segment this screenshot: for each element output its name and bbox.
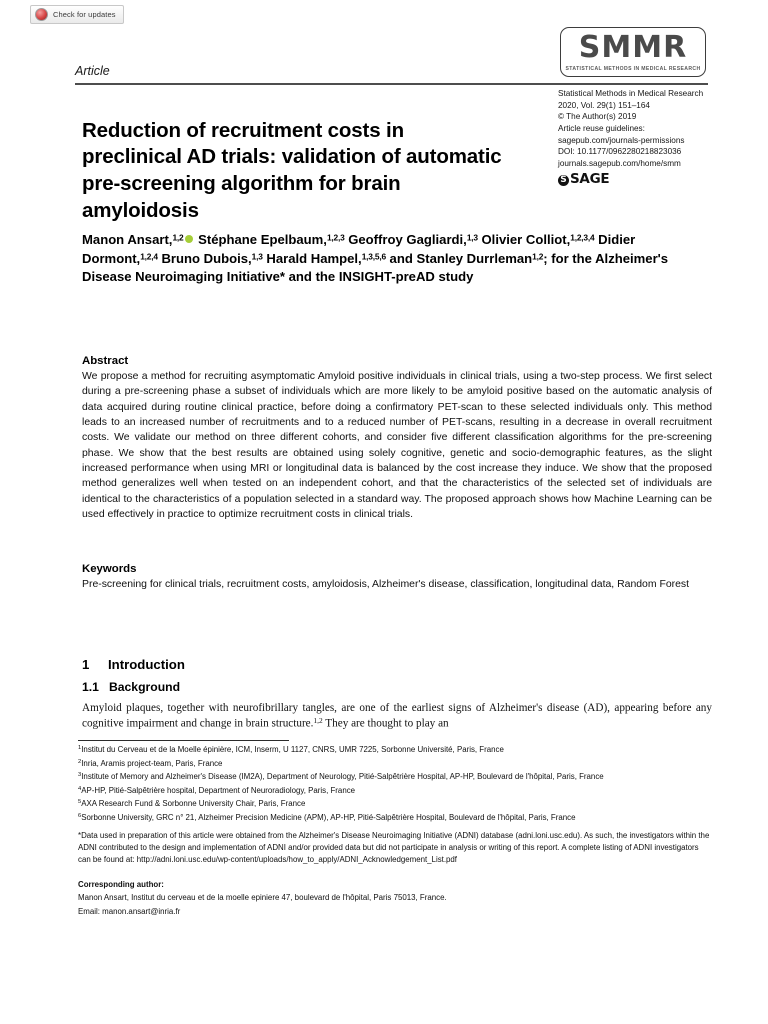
introduction-section xyxy=(82,657,712,743)
section-number: 1 xyxy=(82,657,90,672)
crossmark-icon xyxy=(35,8,48,21)
affiliation-item xyxy=(78,758,712,770)
affiliation-item xyxy=(78,812,712,824)
footnotes-section xyxy=(78,744,712,919)
author-name: Bruno Dubois, xyxy=(161,250,252,266)
introduction-body xyxy=(82,701,712,732)
affiliation-item xyxy=(78,785,712,797)
author-list xyxy=(82,231,682,287)
affiliation-item xyxy=(78,771,712,783)
sage-publisher-logo xyxy=(558,173,733,187)
affiliation-marker: 2 xyxy=(78,758,82,765)
abstract-heading: Abstract xyxy=(82,355,129,367)
affiliation-text: AP-HP, Pitié-Salpêtrière hospital, Department of Neuroradiology, Paris, France xyxy=(81,785,356,795)
keywords-body: Pre-screening for clinical trials, recruitment costs, amyloidosis, Alzheimer's disease, classification, longitudinal data, Random Forest xyxy=(82,579,690,590)
author-affiliation-marker: 1,2 xyxy=(532,251,544,262)
subsection-number: 1.1 xyxy=(82,680,99,694)
journal-permissions-link[interactable]: sagepub.com/journals-permissions xyxy=(558,135,685,145)
author-affiliation-marker: 1,2 xyxy=(172,232,184,243)
journal-metadata xyxy=(558,88,733,187)
article-type-label: Article xyxy=(75,64,110,78)
author-name: Olivier Colliot, xyxy=(481,232,571,247)
adni-acknowledgement-note: *Data used in preparation of this article were obtained from the Alzheimer's Disease Neuroimaging Initiative (ADNI) database (adni.loni.usc.edu). As such, the investigators within the ADNI contributed to the design and implementation of ADNI and/or provided data but did not participate in analysis or writing of this report. A complete listing of ADNI investigators can be found at: http://adni.loni.usc.edu/wp-content/uploads/how_to_apply/ADNI_Acknowledgement_List.pdf xyxy=(78,830,710,864)
affiliation-item xyxy=(78,798,712,810)
section-heading-introduction xyxy=(82,657,712,672)
abstract-body: We propose a method for recruiting asymptomatic Amyloid positive individuals in clinical trials, using a two-step process. We first select during a pre-screening phase a subset of individuals which are more likely to be amyloid positive based on the automatic analysis of data acquired during routine clinical practice, before doing a confirmatory PET-scan to these selected individuals only. This method leads to an increased number of recruitments and to a reduced number of PET-scans, resulting in a decrease in overall recruitment costs. We validate our method on three different cohorts, and consider five different classification algorithms for the pre-screening phase. We show that the best results are obtained using solely cognitive, genetic and socio-demographic features, as the slight increased performance when using MRI or longitudinal data is balanced by the cost increase they induce. We show that the proposed method generalizes well when tested on an independent cohort, and that the characteristics of the selected set of individuals are identical to the characteristics of a population selected in a standard way. The proposed approach shows how Machine Learning can be used effectively in practice to optimize recruitment costs in clinical trials. xyxy=(82,371,712,520)
subsection-heading-background xyxy=(82,680,712,694)
author-group-note: ; for the Alzheimer's Disease Neuroimaging Initiative* and the INSIGHT-preAD study xyxy=(82,250,669,285)
subsection-title: Background xyxy=(108,680,181,694)
author-affiliation-marker: 1,2,3 xyxy=(326,232,345,243)
affiliation-marker: 5 xyxy=(78,799,82,806)
affiliation-text: Institut du Cerveau et de la Moelle épinière, ICM, Inserm, U 1127, CNRS, UMR 7225, Sorbonne Université, Paris, France xyxy=(81,745,504,754)
corresponding-author-heading: Corresponding author: xyxy=(78,879,164,889)
affiliation-text: AXA Research Fund & Sorbonne University Chair, Paris, France xyxy=(81,799,306,809)
sage-logo-word: SAGE xyxy=(570,171,610,188)
author-affiliation-marker: 1,2,4 xyxy=(140,251,158,262)
journal-reuse-guidelines-label: Article reuse guidelines: xyxy=(558,123,645,133)
author-name: Geoffroy Gagliardi, xyxy=(348,232,467,247)
section-title: Introduction xyxy=(108,657,185,672)
author-name: Harald Hampel, xyxy=(266,250,362,266)
author-affiliation-marker: 1,3 xyxy=(251,251,263,262)
affiliation-marker: 4 xyxy=(78,785,82,792)
affiliation-item xyxy=(78,744,712,756)
keywords-section xyxy=(82,563,712,592)
affiliation-marker: 3 xyxy=(78,772,82,779)
author-affiliation-marker: 1,3,5,6 xyxy=(361,251,386,262)
citation-reference[interactable]: 1,2 xyxy=(313,716,323,726)
affiliation-text: Sorbonne University, GRC n° 21, Alzheimer Precision Medicine (APM), AP-HP, Pitié-Salpêtrière Hospital, Boulevard de l'hôpital, Paris, France xyxy=(81,812,576,822)
introduction-body-text: Amyloid plaques, together with neurofibrillary tangles, are one of the earliest signs of Alzheimer's disease (AD), appearing before any cognitive impairment and change in brain structure. xyxy=(82,702,712,730)
footnote-divider xyxy=(78,740,289,741)
author-affiliation-marker: 1,3 xyxy=(466,232,478,243)
author-name: Stéphane Epelbaum, xyxy=(198,232,327,247)
header-divider xyxy=(75,83,708,85)
introduction-body-text-continued: They are thought to play an xyxy=(322,717,449,730)
smmr-logo-word: SMMR xyxy=(578,29,688,65)
journal-doi[interactable]: DOI: 10.1177/0962280218823036 xyxy=(558,147,682,157)
smmr-logo-tagline: STATISTICAL METHODS IN MEDICAL RESEARCH xyxy=(565,65,701,72)
author-name: Manon Ansart, xyxy=(82,232,173,247)
author-name: Didier Dormont, xyxy=(82,232,636,266)
check-for-updates-label: Check for updates xyxy=(53,10,116,19)
sage-circle-icon: S xyxy=(558,175,569,186)
check-for-updates-badge[interactable] xyxy=(30,5,124,24)
page-title: Reduction of recruitment costs in preclinical AD trials: validation of automatic pre-screening algorithm for brain amyloidosis xyxy=(82,118,502,222)
author-conjunction: and xyxy=(389,250,413,266)
affiliation-marker: 6 xyxy=(78,812,82,819)
journal-copyright: © The Author(s) 2019 xyxy=(558,112,637,122)
affiliation-text: Institute of Memory and Alzheimer's Disease (IM2A), Department of Neurology, Pitié-Salpêtrière Hospital, AP-HP, Boulevard de l'hôpital, Paris, France xyxy=(81,772,604,782)
author-affiliation-marker: 1,2,3,4 xyxy=(570,232,595,243)
journal-homepage-link[interactable]: journals.sagepub.com/home/smm xyxy=(558,158,681,168)
orcid-icon[interactable] xyxy=(185,235,193,243)
author-name: Stanley Durrleman xyxy=(416,250,533,266)
corresponding-author-address: Manon Ansart, Institut du cerveau et de la moelle epiniere 47, boulevard de l'hôpital, Paris 75013, France. xyxy=(78,893,447,903)
smmr-journal-logo xyxy=(560,27,706,77)
affiliation-text: Inria, Aramis project-team, Paris, France xyxy=(81,758,223,768)
corresponding-author-email[interactable]: Email: manon.ansart@inria.fr xyxy=(78,906,181,916)
journal-volume-pages: 2020, Vol. 29(1) 151–164 xyxy=(558,100,650,110)
journal-name: Statistical Methods in Medical Research xyxy=(558,89,704,98)
affiliation-marker: 1 xyxy=(78,745,82,752)
abstract-section xyxy=(82,355,712,522)
keywords-heading: Keywords xyxy=(82,563,137,575)
